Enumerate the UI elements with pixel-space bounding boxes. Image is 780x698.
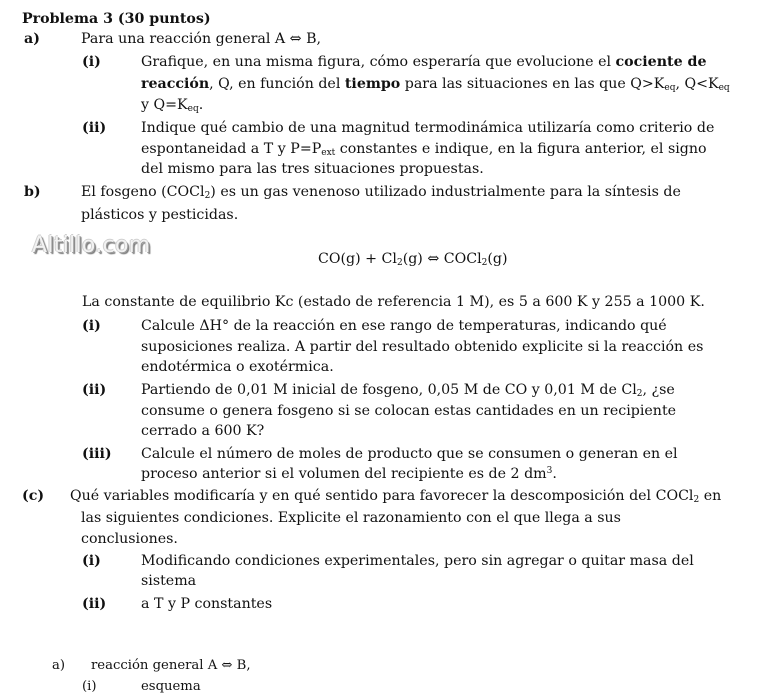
part-a-i-label: (i) — [82, 54, 101, 70]
part-a-i-line1: Grafique, en una misma figura, cómo esperaría que evolucione el cociente de — [141, 54, 707, 70]
part-a-i-line3: y $Q=K_{eq}$. — [141, 97, 204, 114]
part-b-ii-line3: cerrado a 600 K? — [141, 423, 265, 439]
part-b-label: b) — [24, 184, 41, 200]
answer-i-label: (i) — [82, 679, 97, 694]
part-b-i-line2: suposiciones realiza. A partir del resultado obtenido explicite si la reacción es — [141, 339, 704, 355]
answer-a-label: a) — [52, 658, 66, 673]
part-c-i-line2: sistema — [141, 573, 197, 589]
part-b-i-label: (i) — [82, 318, 101, 334]
part-c-label: (c) — [22, 488, 45, 504]
part-a-ii-line1: Indique qué cambio de una magnitud termodinámica utilizaría como criterio de — [141, 120, 715, 136]
answer-i-text: esquema — [141, 679, 201, 694]
part-b-ii-line2: consume o genera fosgeno si se colocan estas cantidades en un recipiente — [141, 403, 677, 419]
part-c-line2: las siguientes condiciones. Explicite el razonamiento con el que llega a sus — [81, 510, 621, 526]
part-c-line1: Qué variables modificaría y en qué sentido para favorecer la descomposición del COCl$_2$ en — [70, 488, 722, 505]
part-c-line3: conclusiones. — [81, 531, 178, 547]
part-b-iii-line1: Calcule el número de moles de producto que se consumen o generan en el — [141, 446, 678, 462]
problem-title: Problema 3 (30 puntos) — [22, 11, 211, 27]
part-b-iii-label: (iii) — [82, 446, 112, 462]
part-b-line2: plásticos y pesticidas. — [81, 207, 239, 223]
part-c-i-line1: Modificando condiciones experimentales, pero sin agregar o quitar masa del — [141, 553, 694, 569]
part-c-ii-label: (ii) — [82, 596, 107, 612]
part-b-ii-line1: Partiendo de 0,01 M inicial de fosgeno, 0,05 M de CO y 0,01 M de $Cl_2$, ¿se — [141, 382, 675, 399]
equilibrium-constant-text: La constante de equilibrio Kc (estado de referencia 1 M), es 5 a 600 K y 255 a 1000 K. — [82, 294, 705, 310]
part-c-i-label: (i) — [82, 553, 101, 569]
part-a-ii-line3: del mismo para las tres situaciones propuestas. — [141, 161, 484, 177]
part-b-line1: El fosgeno (COCl$_2$) es un gas venenoso utilizado industrialmente para la síntesis de — [81, 184, 681, 201]
altillo-watermark-logo: Altillo.com — [32, 233, 151, 258]
part-b-iii-line2: proceso anterior si el volumen del recipiente es de 2 $dm^3$. — [141, 466, 557, 482]
part-b-i-line3: endotérmica o exotérmica. — [141, 359, 334, 375]
reaction-equation: $CO(g) + Cl_2(g)$ ⇔ COCl$_2$(g) — [318, 251, 508, 268]
part-a-text: Para una reacción general A ⇔ B, — [81, 31, 322, 47]
part-c-ii-text: a T y P constantes — [141, 596, 273, 612]
part-b-ii-label: (ii) — [82, 382, 107, 398]
answer-a-text: reacción general A ⇔ B, — [91, 658, 251, 673]
part-a-label: a) — [24, 31, 40, 47]
part-a-ii-line2: espontaneidad a T y $P=P_{ext}$ constantes e indique, en la figura anterior, el signo — [141, 141, 707, 158]
part-b-i-line1: Calcule ΔH° de la reacción en ese rango de temperaturas, indicando qué — [141, 318, 667, 334]
part-a-i-line2: reacción, Q, en función del tiempo para las situaciones en las que $Q>K_{eq}$, $Q<K_{eq}$ — [141, 76, 730, 93]
part-a-ii-label: (ii) — [82, 120, 107, 136]
